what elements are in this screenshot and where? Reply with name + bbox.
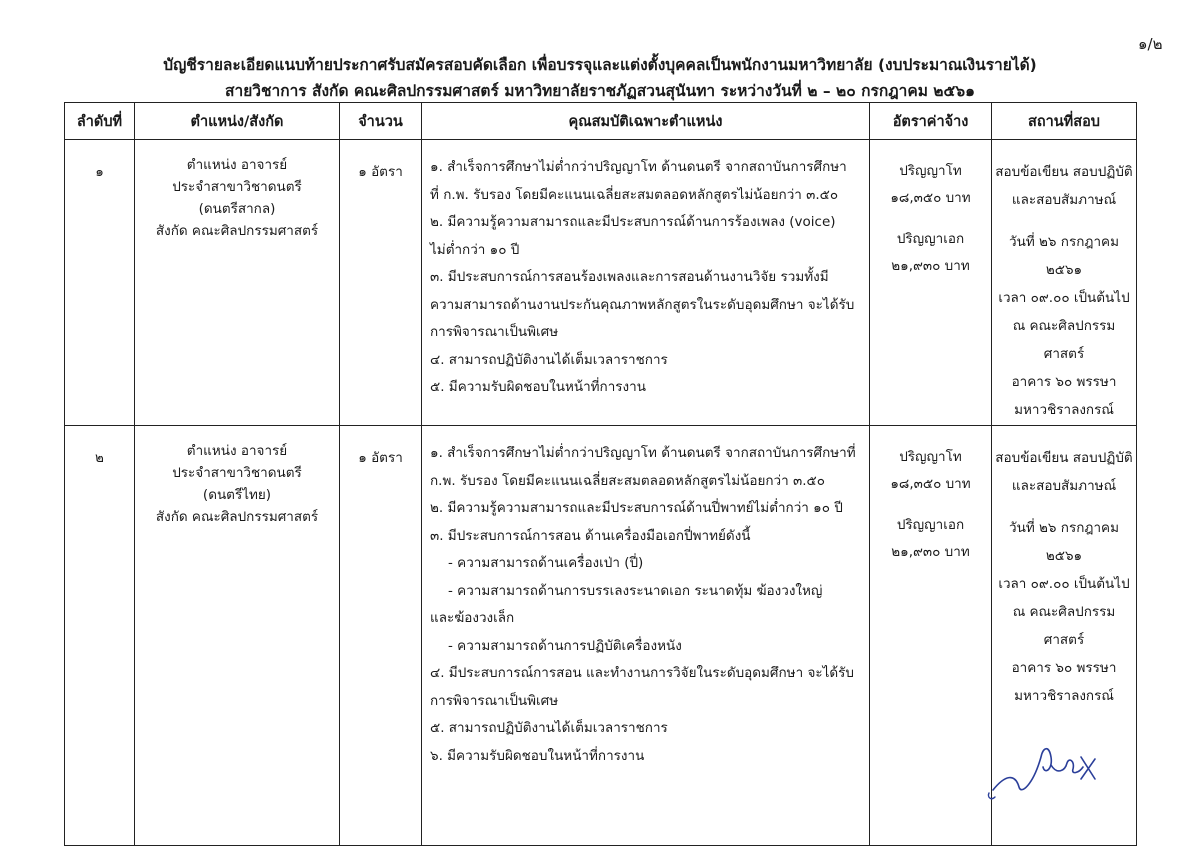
qualifications-cell — [422, 426, 870, 846]
position-line: สังกัด คณะศิลปกรรมศาสตร์ — [155, 223, 319, 239]
place-line: สอบข้อเขียน สอบปฏิบัติ — [995, 450, 1133, 466]
qualification-line: ที่ ก.พ. รับรอง โดยมีคะแนนเฉลี่ยสะสมตลอดหลักสูตรไม่น้อยกว่า ๓.๕๐ — [430, 186, 839, 203]
qualification-line: - ความสามารถด้านการปฏิบัติเครื่องหนัง — [448, 637, 682, 654]
position-line: ตำแหน่ง อาจารย์ — [186, 443, 288, 459]
header-qualifications: คุณสมบัติเฉพาะตำแหน่ง — [422, 103, 870, 140]
place-line: ณ คณะศิลปกรรมศาสตร์ — [1012, 318, 1116, 362]
place-cell — [992, 140, 1137, 426]
place-line: วันที่ ๒๖ กรกฎาคม ๒๕๖๑ — [1009, 234, 1119, 278]
place-line: มหาวชิราลงกรณ์ — [1014, 688, 1114, 704]
document-title: บัญชีรายละเอียดแนบท้ายประกาศรับสมัครสอบคัดเลือก เพื่อบรรจุและแต่งตั้งบุคคลเป็นพนักงานมหาวิทยาลัย (งบประมาณเงินรายได้) — [163, 56, 1037, 74]
table-row — [65, 426, 1137, 846]
table-row — [65, 140, 1137, 426]
position-cell — [135, 140, 340, 426]
position-line: สังกัด คณะศิลปกรรมศาสตร์ — [155, 509, 319, 525]
place-line: และสอบสัมภาษณ์ — [1011, 192, 1117, 208]
qualification-line: ๒. มีความรู้ความสามารถและมีประสบการณ์ด้านปี่พาทย์ไม่ต่ำกว่า ๑๐ ปี — [430, 500, 843, 516]
rate-masters-label: ปริญญาโท — [899, 449, 962, 465]
header-count: จำนวน — [340, 103, 422, 140]
place-line: เวลา ๐๙.๐๐ เป็นต้นไป — [998, 576, 1130, 592]
place-line: มหาวชิราลงกรณ์ — [1014, 402, 1114, 418]
qualification-line: - ความสามารถด้านเครื่องเป่า (ปี่) — [448, 555, 644, 571]
qualification-line: ๔. มีประสบการณ์การสอน และทำงานการวิจัยในระดับอุดมศึกษา จะได้รับ — [430, 665, 854, 681]
qualification-line: ๓. มีประสบการณ์การสอน ด้านเครื่องมือเอกปี่พาทย์ดังนี้ — [430, 527, 751, 544]
row-number: ๒ — [65, 426, 135, 846]
position-line: ตำแหน่ง อาจารย์ — [186, 157, 288, 173]
position-cell — [135, 426, 340, 846]
qualification-line: ไม่ต่ำกว่า ๑๐ ปี — [430, 241, 520, 258]
page-number: ๑/๒ — [1138, 35, 1163, 53]
header-place: สถานที่สอบ — [992, 103, 1137, 140]
qualification-line: ความสามารถด้านงานประกันคุณภาพหลักสูตรในระดับอุดมศึกษา จะได้รับ — [430, 296, 855, 313]
header-no: ลำดับที่ — [65, 103, 135, 140]
rate-masters-amount: ๑๘,๓๕๐ บาท — [890, 190, 971, 206]
positions-table — [64, 102, 1137, 846]
place-line: และสอบสัมภาษณ์ — [1011, 478, 1117, 494]
position-line: (ดนตรีไทย) — [202, 487, 272, 503]
rate-doctorate-amount: ๒๑,๙๓๐ บาท — [891, 544, 970, 560]
qualification-line: การพิจารณาเป็นพิเศษ — [430, 692, 559, 709]
rate-cell — [870, 140, 992, 426]
position-line: ประจำสาขาวิชาดนตรี — [172, 179, 302, 195]
place-line: สอบข้อเขียน สอบปฏิบัติ — [995, 164, 1133, 180]
document-subtitle: สายวิชาการ สังกัด คณะศิลปกรรมศาสตร์ มหาวิทยาลัยราชภัฏสวนสุนันทา ระหว่างวันที่ ๒ – ๒๐ กรกฎาคม ๒๕๖๑ — [225, 82, 975, 100]
count-cell: ๑ อัตรา — [340, 140, 422, 426]
place-line: อาคาร ๖๐ พรรษา — [1011, 374, 1117, 390]
qualification-line: - ความสามารถด้านการบรรเลงระนาดเอก ระนาดทุ้ม ฆ้องวงใหญ่ — [448, 582, 823, 599]
rate-masters-amount: ๑๘,๓๕๐ บาท — [890, 476, 971, 492]
rate-cell — [870, 426, 992, 846]
place-line: อาคาร ๖๐ พรรษา — [1011, 660, 1117, 676]
qualification-line: ก.พ. รับรอง โดยมีคะแนนเฉลี่ยสะสมตลอดหลักสูตรไม่น้อยกว่า ๓.๕๐ — [430, 472, 825, 489]
qualification-line: ๕. มีความรับผิดชอบในหน้าที่การงาน — [430, 379, 646, 395]
rate-doctorate-amount: ๒๑,๙๓๐ บาท — [891, 258, 970, 274]
header-position: ตำแหน่ง/สังกัด — [135, 103, 340, 140]
qualification-line: ๒. มีความรู้ความสามารถและมีประสบการณ์ด้านการร้องเพลง (voice) — [430, 214, 836, 230]
qualifications-cell — [422, 140, 870, 426]
place-line: ณ คณะศิลปกรรมศาสตร์ — [1012, 604, 1116, 648]
qualification-line: ๔. สามารถปฏิบัติงานได้เต็มเวลาราชการ — [430, 351, 668, 368]
qualification-line: ๖. มีความรับผิดชอบในหน้าที่การงาน — [430, 747, 645, 764]
qualification-line: ๓. มีประสบการณ์การสอนร้องเพลงและการสอนด้านงานวิจัย รวมทั้งมี — [430, 269, 829, 285]
rate-doctorate-label: ปริญญาเอก — [896, 517, 965, 533]
place-line: วันที่ ๒๖ กรกฎาคม ๒๕๖๑ — [1009, 520, 1119, 564]
qualification-line: ๑. สำเร็จการศึกษาไม่ต่ำกว่าปริญญาโท ด้านดนตรี จากสถาบันการศึกษา — [430, 159, 847, 175]
count-cell: ๑ อัตรา — [340, 426, 422, 846]
qualification-line: และฆ้องวงเล็ก — [430, 610, 515, 626]
qualification-line: ๕. สามารถปฏิบัติงานได้เต็มเวลาราชการ — [430, 720, 668, 736]
header-rate: อัตราค่าจ้าง — [870, 103, 992, 140]
row-number: ๑ — [65, 140, 135, 426]
qualification-line: ๑. สำเร็จการศึกษาไม่ต่ำกว่าปริญญาโท ด้านดนตรี จากสถาบันการศึกษาที่ — [430, 445, 856, 461]
table-header-row — [65, 103, 1137, 140]
rate-doctorate-label: ปริญญาเอก — [896, 231, 965, 247]
position-line: ประจำสาขาวิชาดนตรี — [172, 465, 302, 481]
rate-masters-label: ปริญญาโท — [899, 163, 962, 179]
position-line: (ดนตรีสากล) — [198, 201, 276, 217]
signature-mark — [985, 735, 1105, 805]
place-line: เวลา ๐๙.๐๐ เป็นต้นไป — [998, 290, 1130, 306]
qualification-line: การพิจารณาเป็นพิเศษ — [430, 324, 559, 340]
